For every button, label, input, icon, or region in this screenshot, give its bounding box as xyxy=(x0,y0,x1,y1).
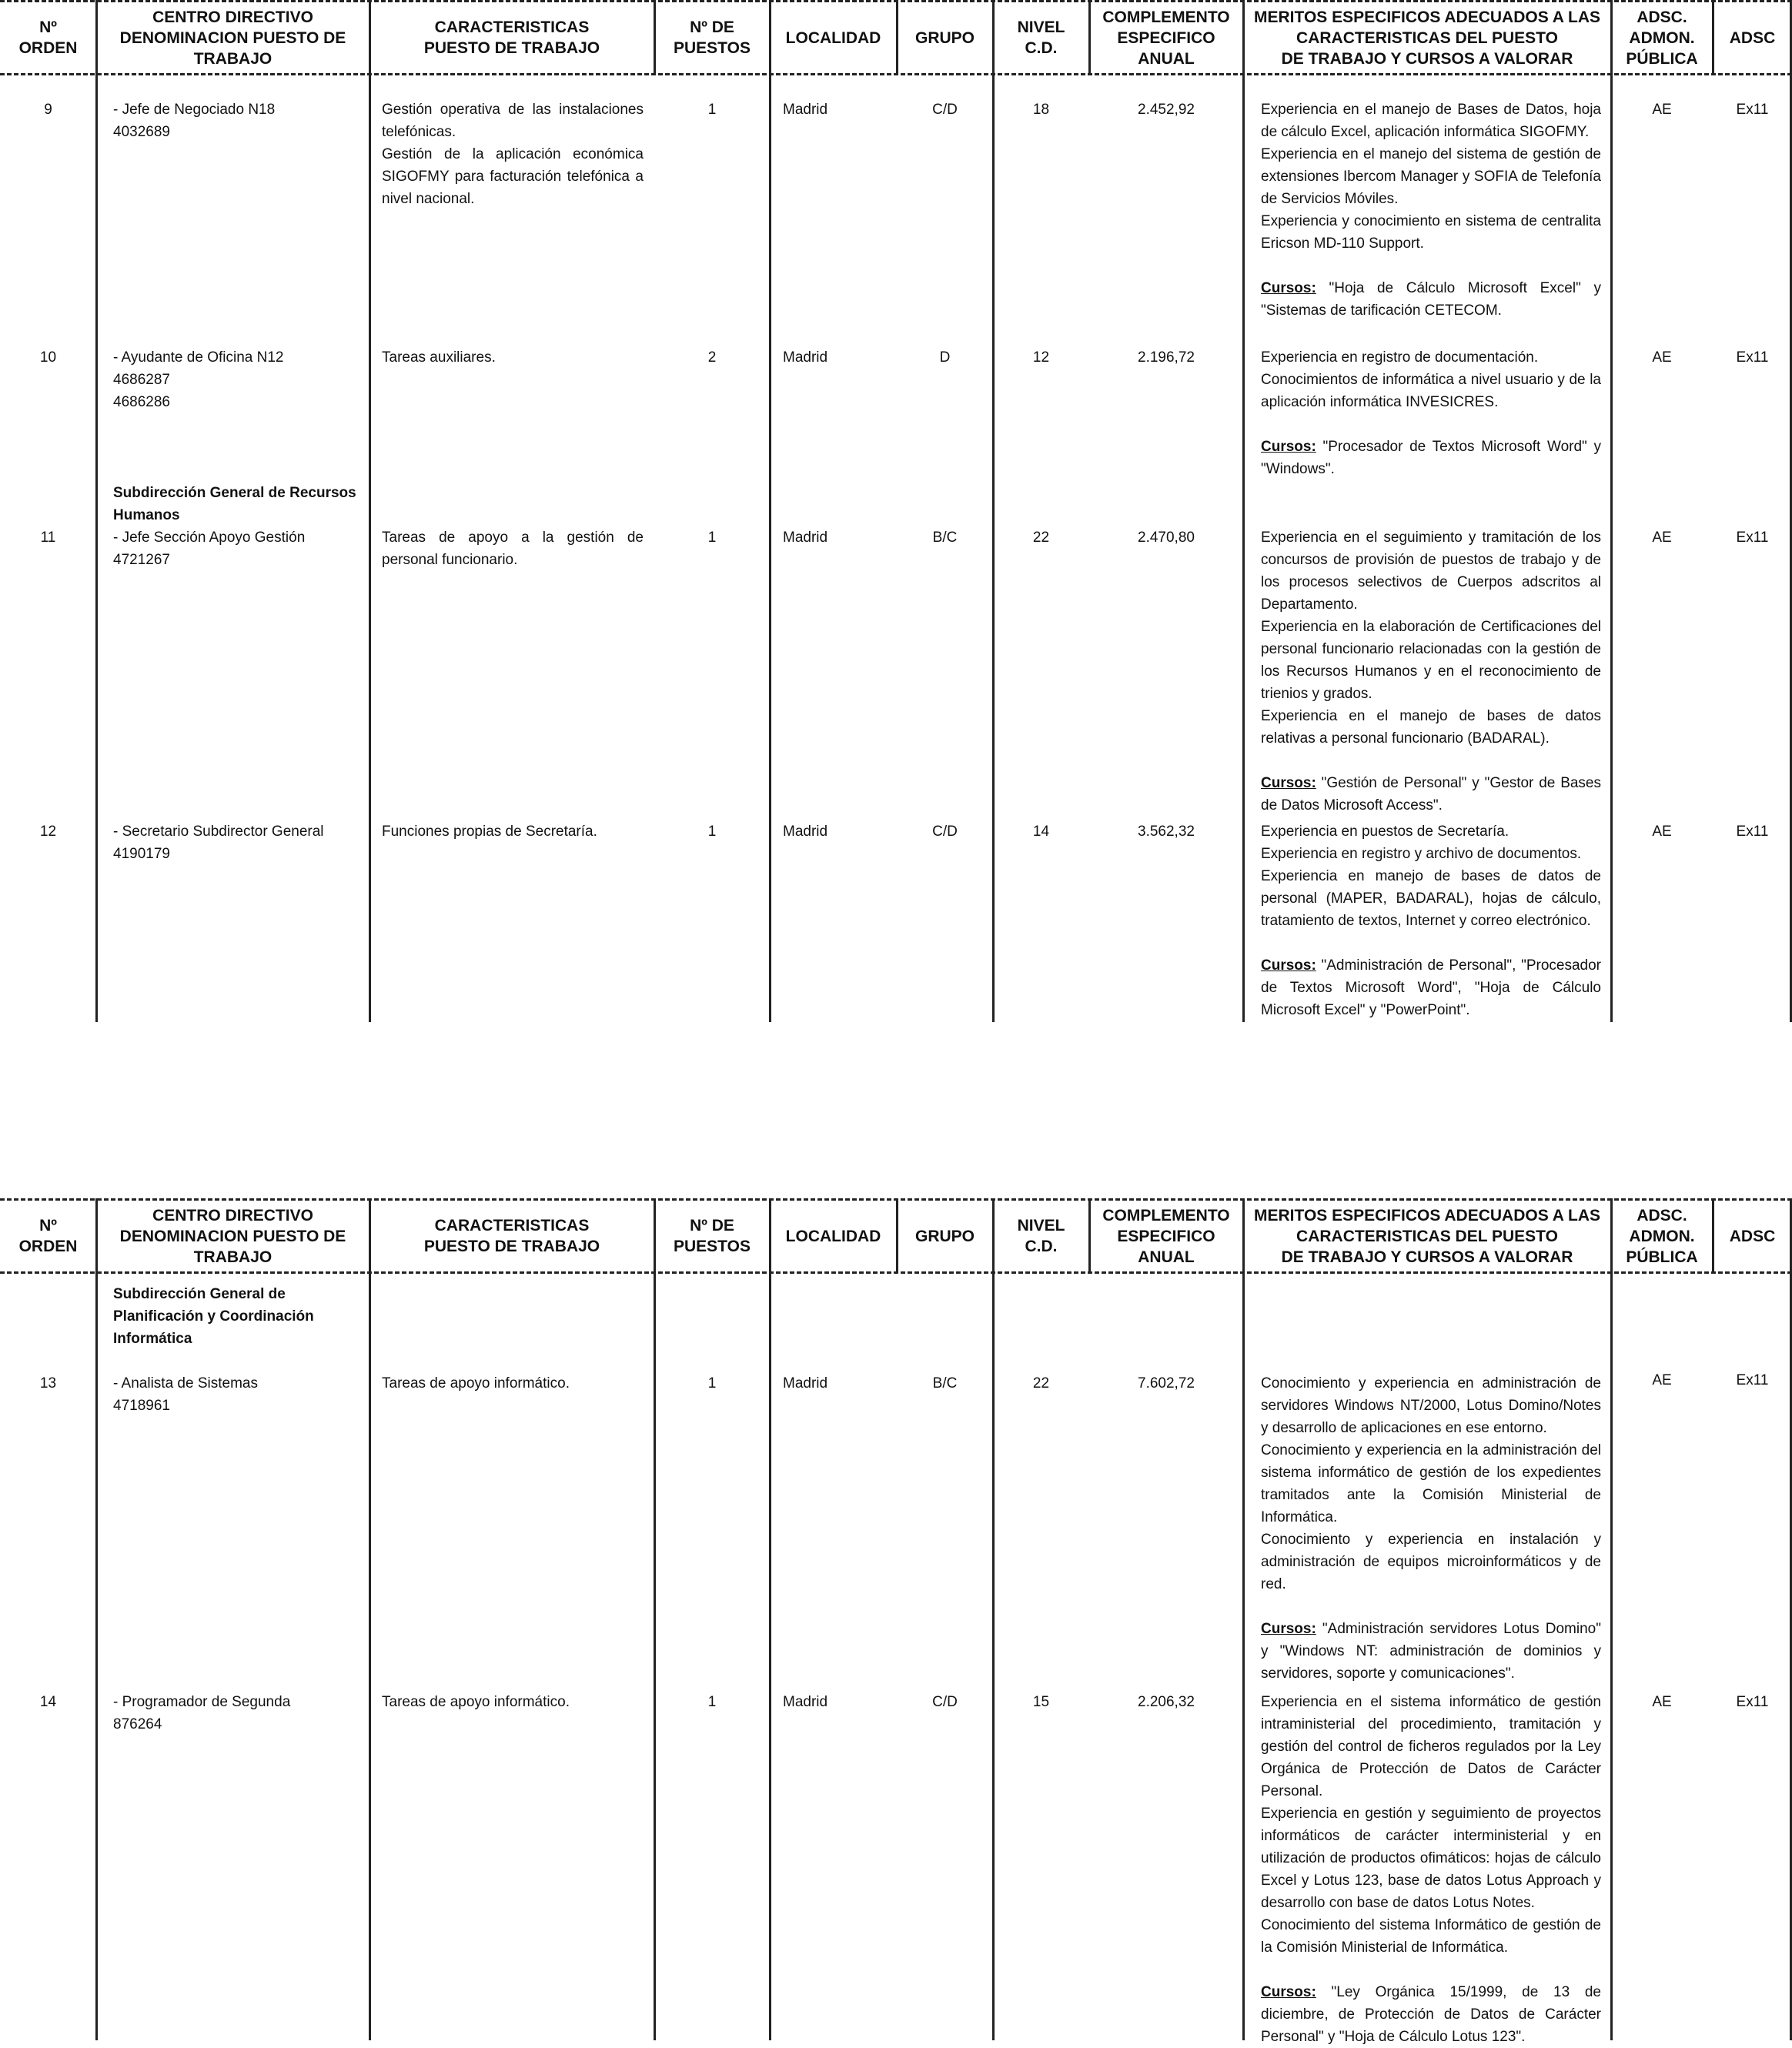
column-divider xyxy=(1712,1198,1714,1274)
merito-text: Conocimiento y experiencia en administración de servidores Windows NT/2000, Lotus Domino/Notes y desarrollo de aplicaciones en ese entorno. xyxy=(1261,1375,1601,1436)
cursos-label: Cursos: xyxy=(1261,775,1316,791)
row-puestos: 1 xyxy=(707,102,717,118)
row-puestos: 1 xyxy=(707,824,717,840)
cursos-label: Cursos: xyxy=(1261,1621,1316,1637)
cursos-text: "Procesador de Textos Microsoft Word" y "Windows". xyxy=(1261,439,1601,477)
cursos-text: "Administración de Personal", "Procesador de Textos Microsoft Word", "Hoja de Cálculo Microsoft Excel" y "PowerPoint". xyxy=(1261,957,1601,1018)
cursos-label: Cursos: xyxy=(1261,1984,1316,2000)
row-localidad: Madrid xyxy=(783,530,828,546)
positions-table-2 xyxy=(0,1198,1792,2045)
merito-text: Conocimiento y experiencia en instalación y administración de equipos microinformáticos y de red. xyxy=(1261,1532,1601,1592)
column-divider xyxy=(95,1198,98,2040)
row-adsc-admon: AE xyxy=(1652,1372,1672,1388)
row-adsc: Ex11 xyxy=(1736,1694,1769,1710)
header-caracteristicas: CARACTERISTICAS PUESTO DE TRABAJO xyxy=(423,1217,600,1255)
merito-text: Conocimientos de informática a nivel usuario y de la aplicación informática INVESICRES. xyxy=(1261,372,1601,410)
cursos-label: Cursos: xyxy=(1261,280,1316,296)
column-divider xyxy=(369,0,371,1022)
row-orden: 9 xyxy=(44,102,52,118)
row-grupo: C/D xyxy=(932,102,958,118)
row-localidad: Madrid xyxy=(783,349,828,366)
header-centro: CENTRO DIRECTIVO DENOMINACION PUESTO DE TRABAJO xyxy=(119,8,346,68)
column-divider xyxy=(1242,0,1245,1022)
header-meritos: MERITOS ESPECIFICOS ADECUADOS A LAS CARACTERISTICAS DEL PUESTO DE TRABAJO Y CURSOS A VALORAR xyxy=(1254,8,1600,68)
merito-text: Conocimiento y experiencia en la administración del sistema informático de gestión de los expedientes tramitados ante la Comisión Ministerial de Informática. xyxy=(1261,1442,1601,1525)
column-divider xyxy=(992,0,995,1022)
merito-text: Experiencia en registro de documentación. xyxy=(1261,349,1539,366)
row-adsc-admon: AE xyxy=(1652,349,1672,366)
column-divider xyxy=(992,1198,995,2040)
merito-text: Experiencia en el manejo de bases de datos relativas a personal funcionario (BADARAL). xyxy=(1261,708,1601,747)
row-caracteristicas: Tareas de apoyo a la gestión de personal funcionario. xyxy=(382,530,644,568)
row-meritos xyxy=(1261,1691,1601,2048)
header-orden: Nº ORDEN xyxy=(18,1217,78,1255)
row-orden: 10 xyxy=(39,349,57,366)
row-puesto: - Programador de Segunda 876264 xyxy=(113,1694,291,1732)
row-caracteristicas: Tareas de apoyo informático. xyxy=(382,1694,570,1710)
row-adsc: Ex11 xyxy=(1736,349,1769,366)
merito-text: Experiencia en el manejo de Bases de Datos, hoja de cálculo Excel, aplicación informática SIGOFMY. xyxy=(1261,102,1601,140)
subdireccion-heading: Subdirección General de Recursos Humanos xyxy=(113,485,356,523)
header-adsc-admon: ADSC. ADMON. PÚBLICA xyxy=(1626,1206,1698,1266)
cursos-label: Cursos: xyxy=(1261,439,1316,455)
row-orden: 13 xyxy=(39,1375,57,1392)
column-divider xyxy=(1088,1198,1091,1274)
row-grupo: D xyxy=(939,349,951,366)
header-localidad: LOCALIDAD xyxy=(785,1227,881,1245)
row-puesto: - Ayudante de Oficina N12 4686287 4686286 xyxy=(113,349,284,410)
merito-text: Experiencia en manejo de bases de datos de personal (MAPER, BADARAL), hojas de cálculo, tratamiento de textos, Internet y correo electrónico. xyxy=(1261,868,1601,929)
row-puestos: 1 xyxy=(707,530,717,546)
row-complemento: 2.470,80 xyxy=(1138,530,1195,546)
row-grupo: C/D xyxy=(932,824,958,840)
subdireccion-heading: Subdirección General de Planificación y Coordinación Informática xyxy=(113,1286,314,1347)
column-divider xyxy=(1242,1198,1245,2040)
row-adsc-admon: AE xyxy=(1652,824,1672,840)
row-puesto: - Jefe de Negociado N18 4032689 xyxy=(113,102,276,140)
row-meritos xyxy=(1261,346,1601,480)
row-caracteristicas: Tareas de apoyo informático. xyxy=(382,1375,570,1392)
cursos-text: "Hoja de Cálculo Microsoft Excel" y "Sistemas de tarificación CETECOM. xyxy=(1261,280,1601,319)
header-grupo: GRUPO xyxy=(914,28,975,47)
row-adsc: Ex11 xyxy=(1736,102,1769,118)
row-orden: 12 xyxy=(39,824,57,840)
header-localidad: LOCALIDAD xyxy=(785,28,881,47)
header-adsc-admon: ADSC. ADMON. PÚBLICA xyxy=(1626,8,1698,68)
column-divider xyxy=(369,1198,371,2040)
row-complemento: 2.196,72 xyxy=(1138,349,1195,366)
row-puestos: 1 xyxy=(707,1694,717,1710)
header-grupo: GRUPO xyxy=(914,1227,975,1245)
row-caracteristicas: Tareas auxiliares. xyxy=(382,349,496,366)
header-adsc: ADSC xyxy=(1729,1227,1776,1245)
row-adsc: Ex11 xyxy=(1736,1372,1769,1388)
row-meritos xyxy=(1261,820,1601,1021)
column-divider xyxy=(654,0,656,75)
header-nivel: NIVEL C.D. xyxy=(1017,18,1065,57)
row-orden: 11 xyxy=(40,530,56,546)
row-nivel: 22 xyxy=(1032,1375,1050,1392)
merito-text: Experiencia en puestos de Secretaría. xyxy=(1261,824,1509,840)
merito-text: Experiencia y conocimiento en sistema de centralita Ericson MD-110 Support. xyxy=(1261,213,1601,252)
row-localidad: Madrid xyxy=(783,102,828,118)
row-adsc-admon: AE xyxy=(1652,1694,1672,1710)
merito-text: Experiencia en el sistema informático de gestión intraministerial del procedimiento, tramitación y gestión del control de ficheros regulados por la Ley Orgánica de Protección de Datos de Carácter Personal. xyxy=(1261,1694,1601,1799)
row-nivel: 22 xyxy=(1032,530,1050,546)
header-centro: CENTRO DIRECTIVO DENOMINACION PUESTO DE TRABAJO xyxy=(119,1206,346,1266)
column-divider xyxy=(1610,1198,1613,2040)
row-complemento: 3.562,32 xyxy=(1138,824,1195,840)
row-nivel: 12 xyxy=(1032,349,1050,366)
merito-text: Experiencia en el manejo del sistema de gestión de extensiones Ibercom Manager y SOFIA de Telefonía de Servicios Móviles. xyxy=(1261,146,1601,207)
cursos-text: "Administración servidores Lotus Domino" y "Windows NT: administración de dominios y servidores, soporte y comunicaciones". xyxy=(1261,1621,1601,1682)
row-grupo: C/D xyxy=(932,1694,958,1710)
merito-text: Experiencia en la elaboración de Certificaciones del personal funcionario relacionadas con la gestión de los Recursos Humanos y en el reconocimiento de trienios y grados. xyxy=(1261,619,1601,702)
header-orden: Nº ORDEN xyxy=(18,18,78,57)
row-adsc-admon: AE xyxy=(1652,102,1672,118)
column-divider xyxy=(769,0,771,1022)
column-divider xyxy=(896,0,898,75)
column-divider xyxy=(95,0,98,1022)
column-divider xyxy=(1088,0,1091,75)
cursos-text: "Ley Orgánica 15/1999, de 13 de diciembre, de Protección de Datos de Carácter Personal" y "Hoja de Cálculo Lotus 123". xyxy=(1261,1984,1601,2045)
row-grupo: B/C xyxy=(932,1375,958,1392)
row-adsc-admon: AE xyxy=(1652,530,1672,546)
header-adsc: ADSC xyxy=(1729,28,1776,47)
row-orden: 14 xyxy=(39,1694,57,1710)
column-divider xyxy=(654,1198,656,2040)
column-divider xyxy=(1712,0,1714,75)
merito-text: Conocimiento del sistema Informático de gestión de la Comisión Ministerial de Informática. xyxy=(1261,1917,1601,1956)
header-nivel: NIVEL C.D. xyxy=(1017,1217,1065,1255)
column-divider xyxy=(896,1198,898,1274)
row-localidad: Madrid xyxy=(783,1694,828,1710)
row-complemento: 2.206,32 xyxy=(1138,1694,1195,1710)
row-adsc: Ex11 xyxy=(1736,530,1769,546)
header-caracteristicas: CARACTERISTICAS PUESTO DE TRABAJO xyxy=(423,18,600,57)
row-complemento: 2.452,92 xyxy=(1138,102,1195,118)
row-nivel: 15 xyxy=(1032,1694,1050,1710)
column-divider xyxy=(1610,0,1613,1022)
row-nivel: 14 xyxy=(1032,824,1050,840)
row-nivel: 18 xyxy=(1032,102,1050,118)
cursos-text: "Gestión de Personal" y "Gestor de Bases de Datos Microsoft Access". xyxy=(1261,775,1601,814)
merito-text: Experiencia en el seguimiento y tramitación de los concursos de provisión de puestos de trabajo y de los procesos selectivos de Cuerpos adscritos al Departamento. xyxy=(1261,530,1601,613)
row-meritos xyxy=(1261,526,1601,817)
row-puestos: 2 xyxy=(707,349,717,366)
row-adsc: Ex11 xyxy=(1736,824,1769,840)
row-grupo: B/C xyxy=(932,530,958,546)
merito-text: Experiencia en registro y archivo de documentos. xyxy=(1261,846,1582,862)
header-complemento: COMPLEMENTO ESPECIFICO ANUAL xyxy=(1102,8,1230,68)
cursos-label: Cursos: xyxy=(1261,957,1316,974)
header-meritos: MERITOS ESPECIFICOS ADECUADOS A LAS CARACTERISTICAS DEL PUESTO DE TRABAJO Y CURSOS A VALORAR xyxy=(1254,1206,1600,1266)
row-puesto: - Secretario Subdirector General 4190179 xyxy=(113,824,324,862)
row-puesto: - Analista de Sistemas 4718961 xyxy=(113,1375,258,1414)
row-complemento: 7.602,72 xyxy=(1138,1375,1195,1392)
row-caracteristicas: Funciones propias de Secretaría. xyxy=(382,824,597,840)
row-localidad: Madrid xyxy=(783,824,828,840)
column-divider xyxy=(769,1198,771,2040)
header-puestos: Nº DE PUESTOS xyxy=(674,1217,751,1255)
row-puesto: - Jefe Sección Apoyo Gestión 4721267 xyxy=(113,530,306,568)
row-localidad: Madrid xyxy=(783,1375,828,1392)
merito-text: Experiencia en gestión y seguimiento de proyectos informáticos de carácter interministerial y en utilización de productos ofimáticos: hojas de cálculo Excel y Lotus 123, base de datos Lotus Approach y desarrollo con base de datos Lotus Notes. xyxy=(1261,1806,1601,1911)
row-puestos: 1 xyxy=(707,1375,717,1392)
positions-table-1 xyxy=(0,0,1792,1022)
row-meritos xyxy=(1261,1372,1601,1685)
header-puestos: Nº DE PUESTOS xyxy=(674,18,751,57)
row-meritos xyxy=(1261,99,1601,322)
row-caracteristicas: Gestión operativa de las instalaciones telefónicas. Gestión de la aplicación económica SIGOFMY para facturación telefónica a nivel nacional. xyxy=(382,102,644,207)
header-complemento: COMPLEMENTO ESPECIFICO ANUAL xyxy=(1102,1206,1230,1266)
